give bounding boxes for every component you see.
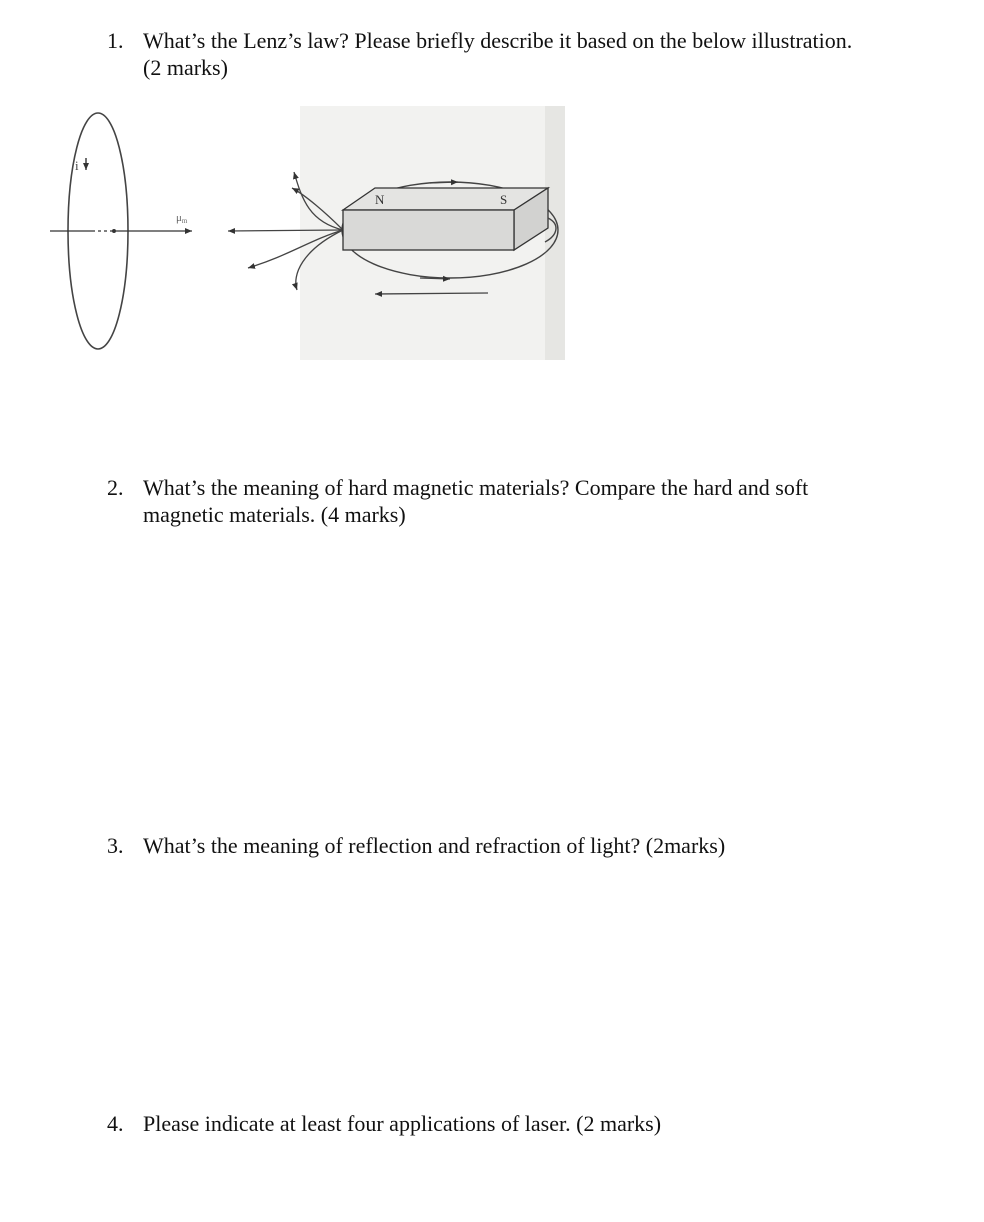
question-number: 2. (107, 475, 124, 500)
current-label: i (75, 158, 79, 173)
moment-symbol: μ (176, 212, 182, 224)
question-text (143, 27, 943, 81)
north-pole-label: N (375, 192, 385, 207)
moment-subscript: m (181, 217, 188, 225)
question-line: What’s the meaning of reflection and refraction of light? (2marks) (143, 833, 726, 858)
question-text (143, 474, 943, 528)
magnet-top-face (343, 188, 548, 210)
question-text (143, 1110, 943, 1137)
question-line: What’s the Lenz’s law? Please briefly describe it based on the below illustration. (143, 28, 853, 53)
question-text (143, 832, 943, 859)
south-pole-label: S (500, 192, 508, 207)
question-number: 4. (107, 1111, 124, 1136)
question-line: magnetic materials. (4 marks) (143, 502, 406, 527)
question-line: What’s the meaning of hard magnetic materials? Compare the hard and soft (143, 475, 809, 500)
lenz-law-illustration (40, 100, 570, 362)
magnet-front-face (343, 210, 514, 250)
question-line: (2 marks) (143, 55, 228, 80)
question-number: 1. (107, 28, 124, 53)
loop-center-dot (112, 229, 116, 233)
question-number: 3. (107, 833, 124, 858)
magnetic-moment-label (176, 212, 188, 225)
question-line: Please indicate at least four applications of laser. (2 marks) (143, 1111, 662, 1136)
